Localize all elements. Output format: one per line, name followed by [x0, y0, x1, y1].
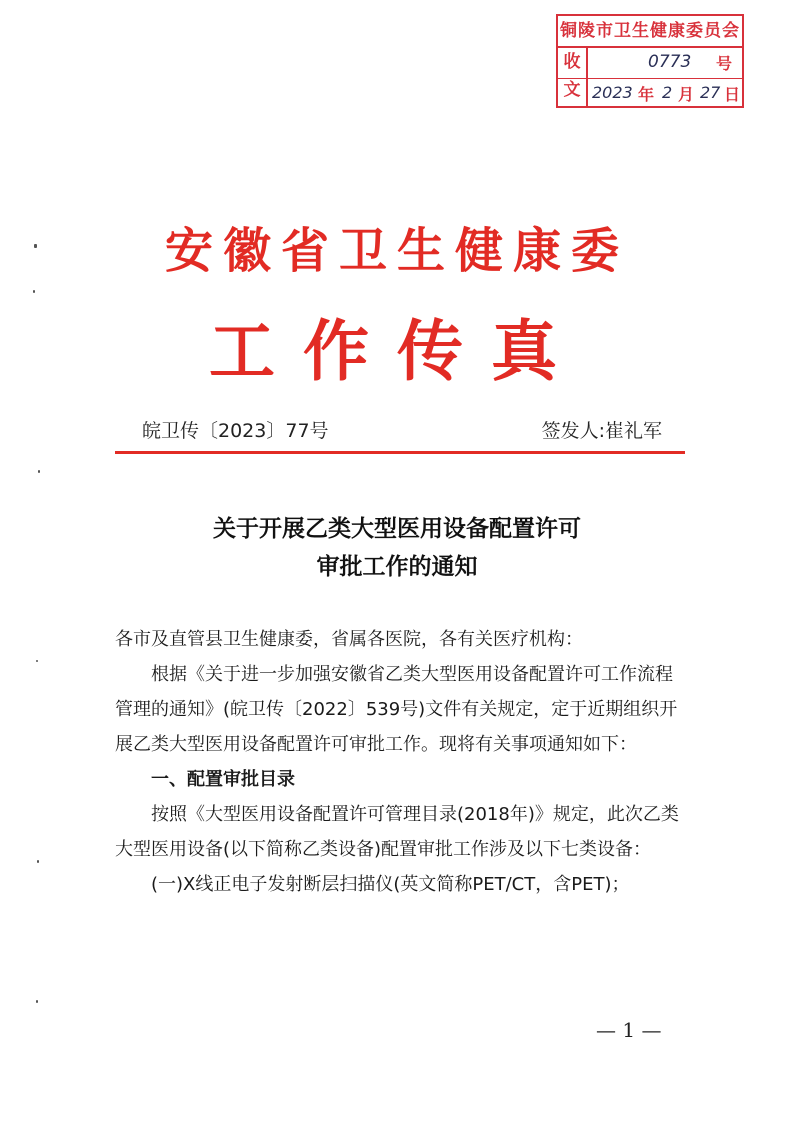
doc-type-title: 工作传真 — [209, 312, 585, 390]
red-divider-line — [115, 451, 685, 454]
stamp-date-month: 2 — [662, 83, 673, 102]
page-number: — 1 — — [596, 1018, 662, 1042]
list-item: (一)X线正电子发射断层扫描仪(英文简称PET/CT，含PET)； — [151, 874, 630, 895]
doc-number: 皖卫传〔2023〕77号 — [142, 420, 329, 442]
scan-speck — [37, 860, 39, 863]
signer: 签发人:崔礼军 — [541, 420, 662, 442]
stamp-org: 铜陵市卫生健康委员会 — [558, 16, 742, 48]
stamp-side-top: 收 — [563, 52, 581, 72]
received-stamp — [556, 14, 744, 108]
section-heading: 一、配置审批目录 — [151, 769, 295, 790]
stamp-date-day: 27 — [700, 83, 721, 102]
body-paragraph: 根据《关于进一步加强安徽省乙类大型医用设备配置许可工作流程管理的通知》(皖卫传〔2022〕539号)文件有关规定，定于近期组织开展乙类大型医用设备配置许可审批工作。现将有关事项通知如下： — [115, 664, 678, 755]
stamp-side-bottom: 文 — [563, 80, 581, 100]
notice-title — [0, 510, 794, 586]
notice-title-line2: 审批工作的通知 — [316, 553, 478, 580]
stamp-date-year: 2023 — [592, 83, 633, 102]
stamp-number-row — [558, 48, 742, 79]
notice-title-line1: 关于开展乙类大型医用设备配置许可 — [213, 515, 581, 542]
scan-speck — [36, 660, 38, 662]
stamp-number-unit: 号 — [716, 54, 733, 73]
stamp-day-unit: 日 — [724, 85, 741, 104]
scan-speck — [34, 244, 37, 248]
body-paragraph: 按照《大型医用设备配置许可管理目录(2018年)》规定，此次乙类大型医用设备(以下简称乙类设备)配置审批工作涉及以下七类设备： — [115, 804, 679, 860]
org-title: 安徽省卫生健康委 — [164, 223, 629, 279]
salutation: 各市及直管县卫生健康委，省属各医院，各有关医疗机构： — [115, 629, 583, 650]
stamp-year-unit: 年 — [638, 85, 655, 104]
stamp-date-row — [558, 78, 742, 108]
scan-speck — [38, 470, 40, 473]
stamp-month-unit: 月 — [678, 85, 695, 104]
notice-body — [115, 622, 685, 902]
scan-speck — [36, 1000, 38, 1003]
stamp-number-handwritten: 0773 — [648, 52, 692, 72]
scan-speck — [33, 290, 35, 293]
